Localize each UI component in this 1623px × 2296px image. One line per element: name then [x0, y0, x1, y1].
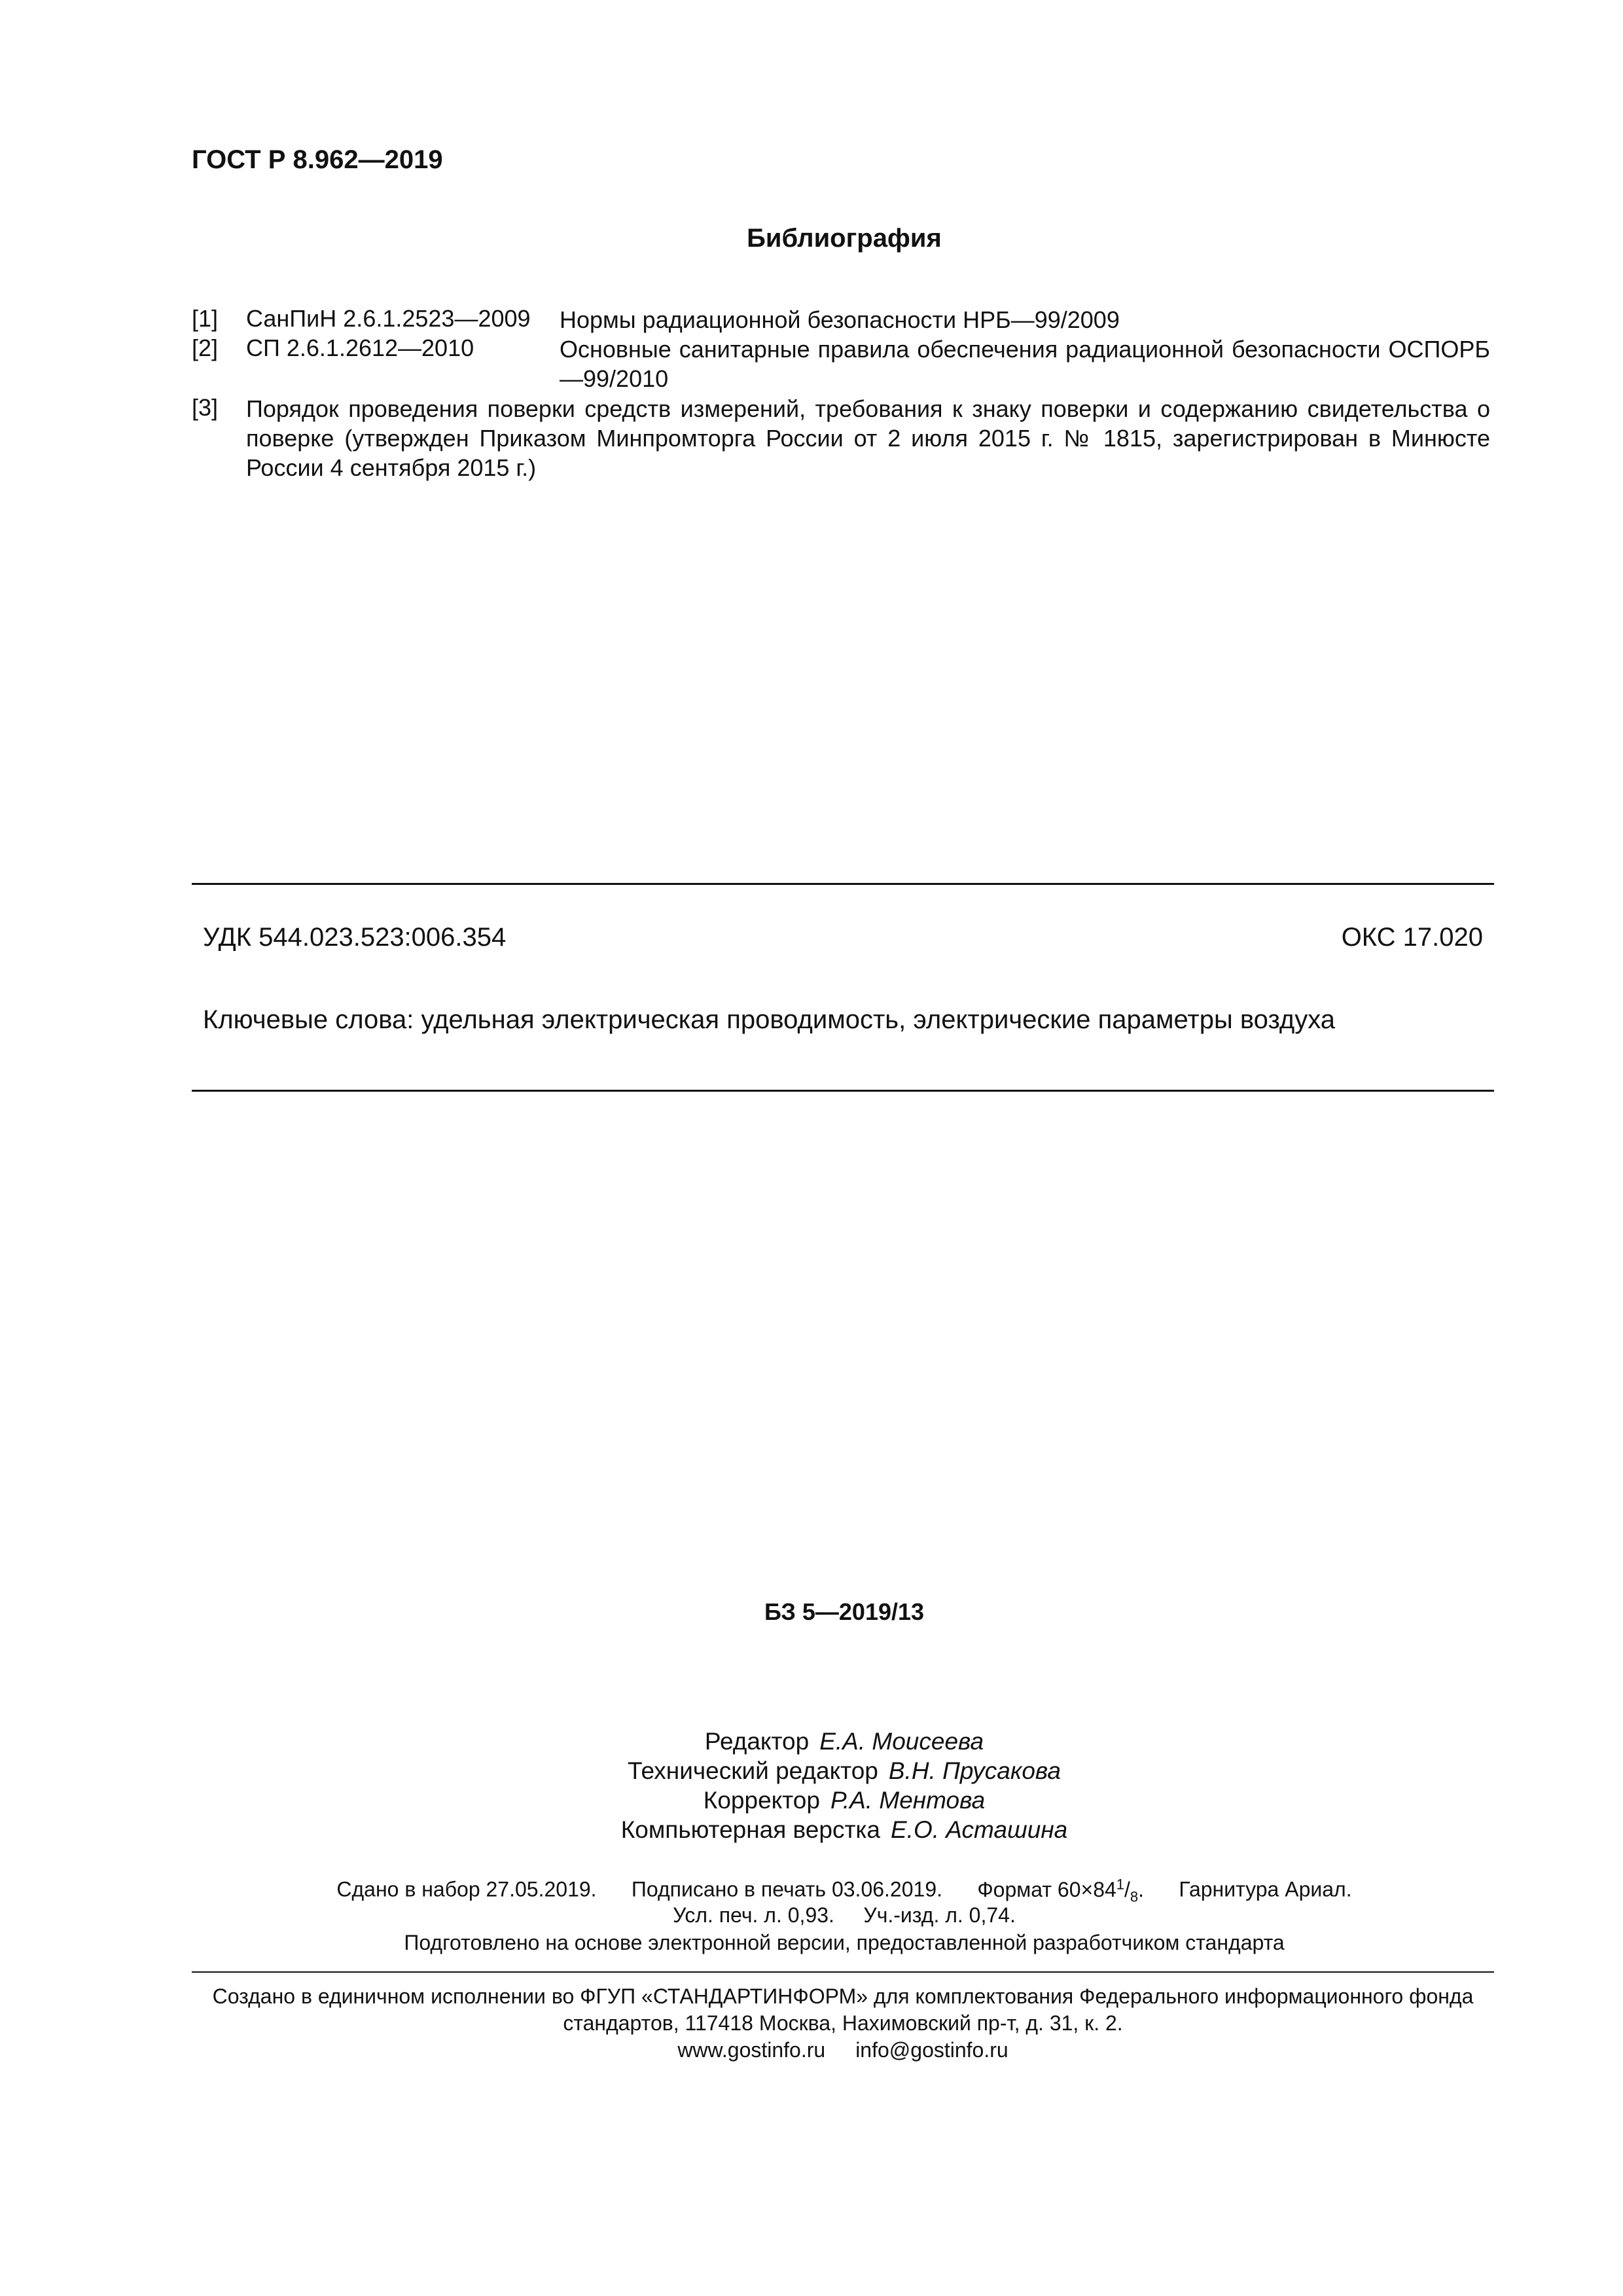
credit-name: Е.А. Моисеева: [819, 1728, 984, 1755]
oks-code: ОКС 17.020: [1341, 923, 1483, 952]
footer-line: Создано в единичном исполнении во ФГУП «СТАНДАРТИНФОРМ» для комплектования Федерального информационного фонда: [212, 1984, 1474, 2008]
bib-entry-document: СП 2.6.1.2612—2010: [246, 334, 474, 361]
credit-name: В.Н. Прусакова: [888, 1757, 1061, 1784]
document-code: ГОСТ Р 8.962—2019: [192, 145, 443, 174]
footer-line: стандартов, 117418 Москва, Нахимовский пр-т, д. 31, к. 2.: [563, 2011, 1123, 2035]
footer-contacts: [192, 2037, 1494, 2064]
credit-role: Компьютерная верстка: [620, 1816, 880, 1843]
footer-publisher: [192, 1983, 1494, 2064]
bib-entry-number: [1]: [192, 305, 219, 332]
credit-name: Е.О. Асташина: [890, 1816, 1068, 1843]
credit-line: [0, 1757, 1623, 1785]
sheets-line: Усл. печ. л. 0,93. Уч.-изд. л. 0,74.: [673, 1903, 1016, 1927]
credit-line: [0, 1787, 1623, 1814]
prepared-line: Подготовлено на основе электронной версии, предоставленной разработчиком стандарта: [404, 1931, 1285, 1954]
format: Формат $60\times 84^1/_8$.: [977, 1876, 1145, 1905]
credit-role: Редактор: [704, 1728, 810, 1755]
keywords: Ключевые слова: удельная электрическая проводимость, электрические параметры воздуха: [203, 1005, 1336, 1034]
credit-role: Корректор: [703, 1787, 820, 1814]
bottom-divider: [192, 1090, 1494, 1092]
footer-divider: [192, 1971, 1494, 1973]
bib-entry-text: Основные санитарные правила обеспечения радиационной безопасности ОСПОРБ—99/2010: [560, 336, 1490, 392]
credit-line: [0, 1728, 1623, 1755]
credit-line: [0, 1816, 1623, 1844]
udk-code: УДК 544.023.523:006.354: [203, 923, 507, 952]
bibliography-title: Библиография: [747, 224, 942, 253]
bib-entry-number: [2]: [192, 334, 219, 361]
submitted-date: Сдано в набор 27.05.2019.: [336, 1877, 597, 1901]
website-link[interactable]: www.gostinfo.ru: [677, 2038, 826, 2062]
bib-entry-number: [3]: [192, 394, 219, 421]
typeface: Гарнитура Ариал.: [1179, 1877, 1352, 1901]
print-dates-line: [0, 1876, 1623, 1905]
bz-number: БЗ 5—2019/13: [764, 1598, 925, 1625]
email-link[interactable]: info@gostinfo.ru: [855, 2038, 1008, 2062]
top-divider: [192, 883, 1494, 885]
bib-entry-text: Нормы радиационной безопасности НРБ—99/2009: [560, 306, 1120, 333]
bib-entry-text: Порядок проведения поверки средств измерений, требования к знаку поверки и содержанию свидетельства о поверке (утвержден Приказом Минпромторга России от 2 июля 2015 г. № 1815, зарегистрирован в Минюсте России 4 сентября 2015 г.): [246, 395, 1490, 481]
credit-role: Технический редактор: [628, 1757, 878, 1784]
credit-name: Р.А. Ментова: [830, 1787, 986, 1814]
signed-date: Подписано в печать 03.06.2019.: [631, 1877, 942, 1901]
bib-entry-document: СанПиН 2.6.1.2523—2009: [246, 305, 531, 332]
